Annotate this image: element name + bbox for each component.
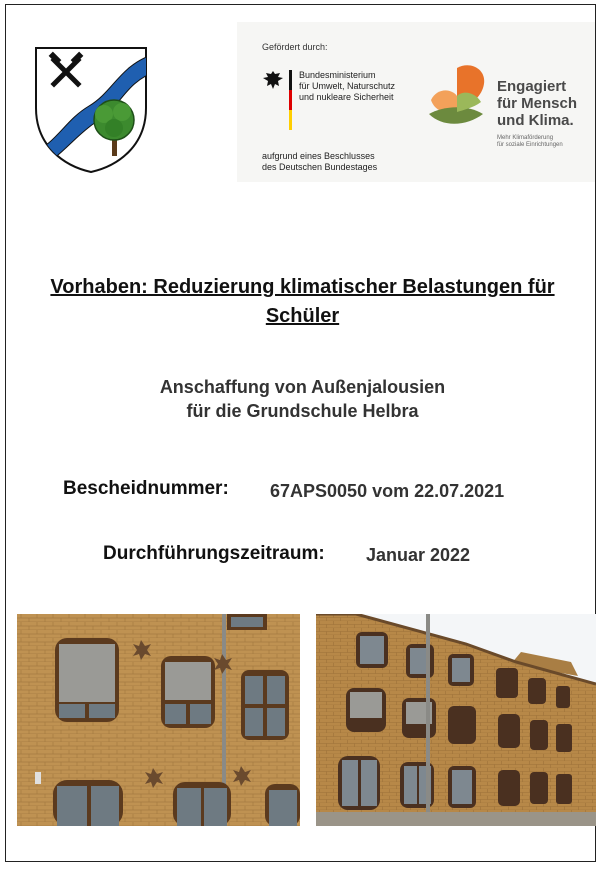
coat-of-arms-logo: [34, 46, 148, 174]
subline-line: Mehr Klimaförderung: [497, 135, 554, 141]
zeitraum-value: Januar 2022: [366, 545, 471, 565]
ministry-line: Bundesministerium: [299, 70, 376, 80]
sponsor-banner: [237, 22, 595, 182]
slogan-line: Engagiert: [497, 78, 567, 95]
school-photo-right: [316, 614, 596, 826]
climate-heart-logo: [427, 62, 491, 134]
document-subtitle: [20, 375, 585, 423]
slogan-line: für Mensch: [497, 95, 578, 112]
subtitle-line: für die Grundschule Helbra: [186, 401, 419, 421]
federal-eagle-icon: [262, 69, 284, 91]
subtitle-line: Anschaffung von Außenjalousien: [159, 377, 446, 397]
campaign-slogan: [497, 78, 597, 129]
title-line: Schüler: [265, 305, 340, 327]
ministry-line: für Umwelt, Naturschutz: [299, 81, 396, 91]
bescheid-value: 67APS0050 vom 22.07.2021: [270, 481, 505, 501]
gefoerdert-label: Gefördert durch:: [262, 42, 328, 52]
bescheid-label: Bescheidnummer:: [63, 478, 229, 499]
beschluss-note: [262, 151, 422, 173]
german-flag-bar: [289, 70, 292, 130]
subline-line: für soziale Einrichtungen: [497, 142, 563, 148]
campaign-subline: [497, 135, 592, 149]
document-title: [20, 273, 585, 331]
zeitraum-label: Durchführungszeitraum:: [103, 543, 325, 564]
beschluss-line: aufgrund eines Beschlusses: [262, 151, 375, 161]
ministry-line: und nukleare Sicherheit: [299, 92, 394, 102]
school-photo-left: [17, 614, 300, 826]
beschluss-line: des Deutschen Bundestages: [262, 162, 378, 172]
title-line: Vorhaben: Reduzierung klimatischer Belastungen für: [50, 276, 555, 298]
slogan-line: und Klima.: [497, 112, 574, 129]
ministry-name: [299, 70, 419, 103]
